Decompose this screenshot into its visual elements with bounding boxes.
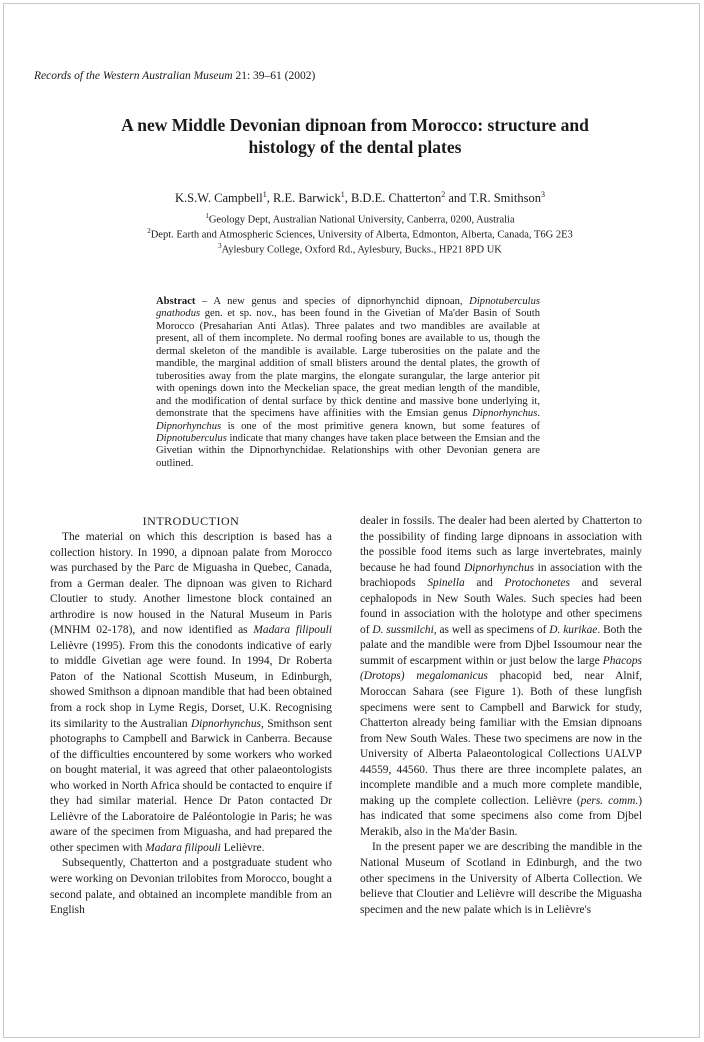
paragraph-text: and several cephalopods in New South Wales. Such species had been found in association with the holotype and other specimens of [360,577,642,636]
taxon-name: Dipnorhynchus [464,561,535,574]
author-sep: , [266,191,274,206]
affil-mark: 2 [147,227,151,235]
affil-mark: 3 [540,190,545,199]
taxon-name: Dipnotuberculus [156,432,227,444]
affiliation-2 [60,227,660,241]
volume-pages: 21: 39–61 (2002) [235,70,316,82]
author-sep: , [344,191,351,206]
author-smithson: T.R. Smithson [469,191,541,206]
taxon-name: Phacops (Drotops) megalomanicus [360,654,642,683]
author-sep: and [445,191,470,206]
author-campbell: K.S.W. Campbell [175,191,263,206]
affiliation-1 [60,212,660,226]
paragraph-text: in association with the brachiopods [360,561,642,590]
paragraph-text: . Both the palate and the mandible were from Djbel Issoumour near the summit of escarpment within or just below the large [360,623,643,667]
taxon-name: Protochonetes [504,577,570,590]
body-column-right [360,514,642,918]
abstract-dash: – [195,296,214,307]
running-head [34,70,654,82]
affil-mark: 3 [218,242,222,250]
abstract-text: gen. et sp. nov., has been found in the Givetian of Ma'der Basin of South Morocco (Presaharian Anti Atlas). Three palates and two mandibles are available at present, all of them incomplete. No dermal roofing bones are available to us, though the dermal skeleton of the mandible is available. Large tuberosities on the palate and the mandible, the marginal addition of small blisters around the dental plates, the growth of tuberosities away from the plate margins, the elongate surangular, the large anterior pit with openings down into the Meckelian space, the great median length of the mandible, and the modification of dental surface by thick dentine and massive bone underlying it, demonstrate that the specimens have affinities with the Emsian genus [156,308,540,420]
abstract-label: Abstract [156,296,196,307]
paragraph-text: , Smithson sent photographs to Campbell and Barwick in Canberra. Because of the difficulties encountered by some workers who worked on bought material, it was agreed that other palaeontologists who worked in North Africa should be contacted to enquire if they had similar material. Hence Dr Paton contacted Dr Lelièvre of the Laboratoire de Paléontologie in Paris; he was aware of the specimen from Miguasha, and had prepared the other specimen with [50,717,332,854]
paragraph-text: phacopid bed, near Alnif, Moroccan Sahara (see Figure 1). Both of these lungfish specimens were sent to Campbell and Barwick for study, Chatterton already being familiar with the Emsian dipnoans from New South Wales. These two specimens are now in the University of Alberta Palaeontological Collections UALVP 44559, 44560. Thus there are three incomplete palates, an incomplete mandible and a much more complete mandible, making up the complete collection. Lelièvre ( [360,670,642,807]
paragraph-text: , as well as specimens of [433,623,550,636]
paragraph [360,514,642,840]
affiliation-text: Aylesbury College, Oxford Rd., Aylesbury, Bucks., HP21 8PD UK [221,244,502,256]
affil-mark: 1 [205,212,209,220]
affiliation-3 [60,242,660,256]
paper-title: A new Middle Devonian dipnoan from Morocco: structure and histology of the dental plates [121,115,589,157]
paragraph: Subsequently, Chatterton and a postgraduate student who were working on Devonian trilobites from Morocco, bought a second palate, and obtained an incomplete mandible from an English [50,857,332,917]
paragraph-text: Lelièvre (1995). From this the conodonts indicative of early to middle Givetian age were found. In 1994, Dr Roberta Paton of the National Scottish Museum, in Edinburgh, showed Smithson a dipnoan mandible that had been obtained from a rock shop in Lyme Regis, Dorset, U.K. Recognising its similarity to the Australian [50,639,332,730]
paragraph-text: dealer in fossils. The dealer had been alerted by Chatterton to the possibility of finding large dipnoans in association with the possible food items such as large invertebrates, mainly because he had found [360,515,642,574]
taxon-name: Dipnorhynchus [190,717,261,730]
paragraph-text: Lelièvre. [220,841,265,854]
taxon-name: D. kurikae [549,623,598,636]
affil-mark: 1 [340,190,345,199]
abstract-text: A new genus and species of dipnorhynchid dipnoan, [213,296,470,307]
paragraph-text: and [464,577,505,590]
abstract-text: indicate that many changes have taken place between the Emsian and the Givetian within the Dipnorhynchidae. Relationships with other Devonian genera are outlined. [156,432,540,469]
taxon-name: Madara filipouli [145,841,221,854]
taxon-name: Dipnorhynchus [472,408,538,420]
author-chatterton: B.D.E. Chatterton [350,191,442,206]
abstract-text: . [537,408,540,420]
affiliation-text: Dept. Earth and Atmospheric Sciences, University of Alberta, Edmonton, Alberta, Canada, T6G 2E3 [150,229,573,241]
taxon-name: Spinella [427,577,465,590]
abstract-text: is one of the most primitive genera known, but some features of [221,420,540,432]
paragraph-text: ) has indicated that some specimens also come from Djbel Merakib, also in the Ma'der Basin. [360,794,642,838]
affil-mark: 2 [441,190,446,199]
section-heading-introduction: INTRODUCTION [142,514,240,528]
taxon-name: Madara filipouli [253,624,332,637]
abstract [156,296,540,470]
author-list [60,190,660,206]
latin-phrase: pers. comm. [580,794,639,807]
taxon-name: D. sussmilchi [372,623,434,636]
paragraph [50,530,332,856]
journal-name: Records of the Western Australian Museum [34,70,233,82]
paragraph: In the present paper we are describing the mandible in the National Museum of Scotland in Edinburgh, and the two other specimens in the University of Alberta Collection. We believe that Cloutier and Lelièvre will describe the Miguasha specimen and the new palate which is in Lelièvre's [360,841,642,916]
author-barwick: R.E. Barwick [273,191,341,206]
body-column-left [50,514,332,919]
taxon-name: Dipnorhynchus [156,420,222,432]
affil-mark: 1 [262,190,267,199]
taxon-name: Dipnotuberculus gnathodus [156,296,540,320]
paragraph-text: The material on which this description is based has a collection history. In 1990, a dipnoan palate from Morocco was purchased by the Parc de Miguasha in Quebec, Canada, from a German dealer. The dipnoan was given to Richard Cloutier to study. Another limestone block contained an arthrodire is now housed in the Natural Museum in Paris (MNHM 02-178), and now identified as [50,531,332,637]
affiliation-text: Geology Dept, Australian National University, Canberra, 0200, Australia [208,214,515,226]
